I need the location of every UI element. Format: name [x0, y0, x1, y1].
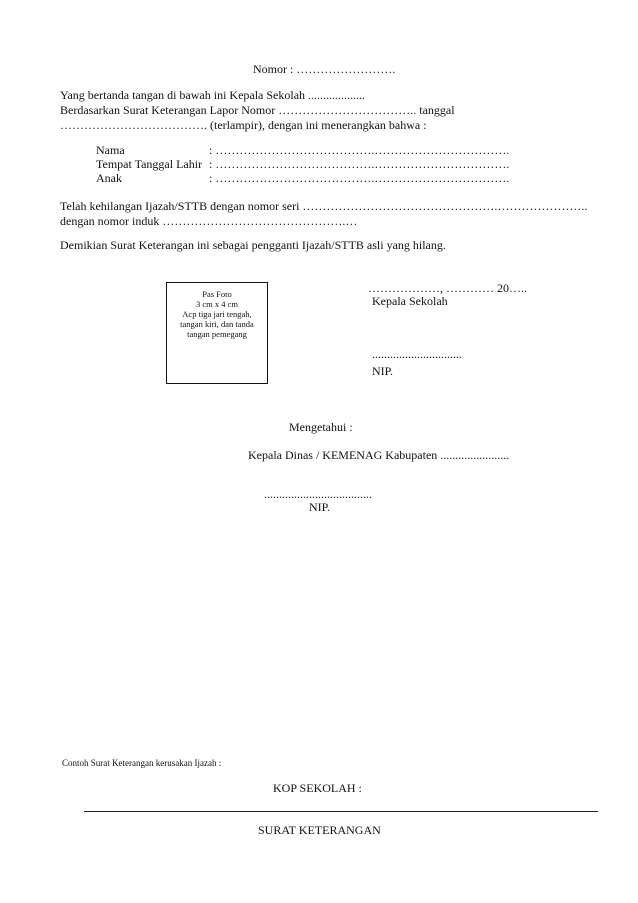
example-caption: Contoh Surat Keterangan kerusakan Ijazah : [62, 758, 222, 768]
header-divider [84, 811, 598, 812]
intro-line-3: ………………………………. (terlampir), dengan ini menerangkan bahwa : [60, 118, 427, 132]
document-title: SURAT KETERANGAN [258, 823, 381, 837]
ack-title: Kepala Dinas / KEMENAG Kabupaten ....................... [248, 448, 510, 462]
letter-number: Nomor : ……………………. [253, 62, 396, 76]
ack-heading: Mengetahui : [289, 420, 353, 434]
place-date: ………………, ………… 20….. [368, 281, 527, 295]
field-value-anak: : ………………………………….……………………………. [209, 171, 510, 185]
photo-line: 3 cm x 4 cm [195, 299, 239, 309]
signature-name-line: .............................. [372, 347, 462, 361]
field-value-ttl: : ………………………………….……………………………. [209, 157, 510, 171]
loss-line-2: dengan nomor induk ……………………………………….… [60, 214, 358, 228]
ack-nip: NIP. [309, 500, 331, 514]
ack-name-line: .................................... [264, 487, 372, 501]
field-label-ttl: Tempat Tanggal Lahir [96, 157, 203, 171]
kop-sekolah: KOP SEKOLAH : [273, 781, 362, 795]
signature-nip: NIP. [372, 364, 394, 378]
closing-statement: Demikian Surat Keterangan ini sebagai pengganti Ijazah/STTB asli yang hilang. [60, 238, 446, 252]
intro-line-1: Yang bertanda tangan di bawah ini Kepala Sekolah ................... [60, 88, 366, 102]
photo-line: Acp tiga jari tengah, [182, 309, 252, 319]
photo-box [166, 282, 268, 384]
photo-line: tangan pemegang [187, 329, 247, 339]
photo-line: tangan kiri, dan tanda [180, 319, 254, 329]
field-label-anak: Anak [96, 171, 122, 185]
field-value-nama: : ………………………………….……………………………. [209, 143, 510, 157]
loss-line-1: Telah kehilangan Ijazah/STTB dengan nomor seri ………………………………………….………………….. [60, 199, 588, 213]
photo-line: Pas Foto [202, 289, 232, 299]
photo-instructions [167, 289, 267, 339]
intro-line-2: Berdasarkan Surat Keterangan Lapor Nomor …………………………….. tanggal [60, 103, 455, 117]
signature-title: Kepala Sekolah [372, 294, 448, 308]
field-label-nama: Nama [96, 143, 125, 157]
